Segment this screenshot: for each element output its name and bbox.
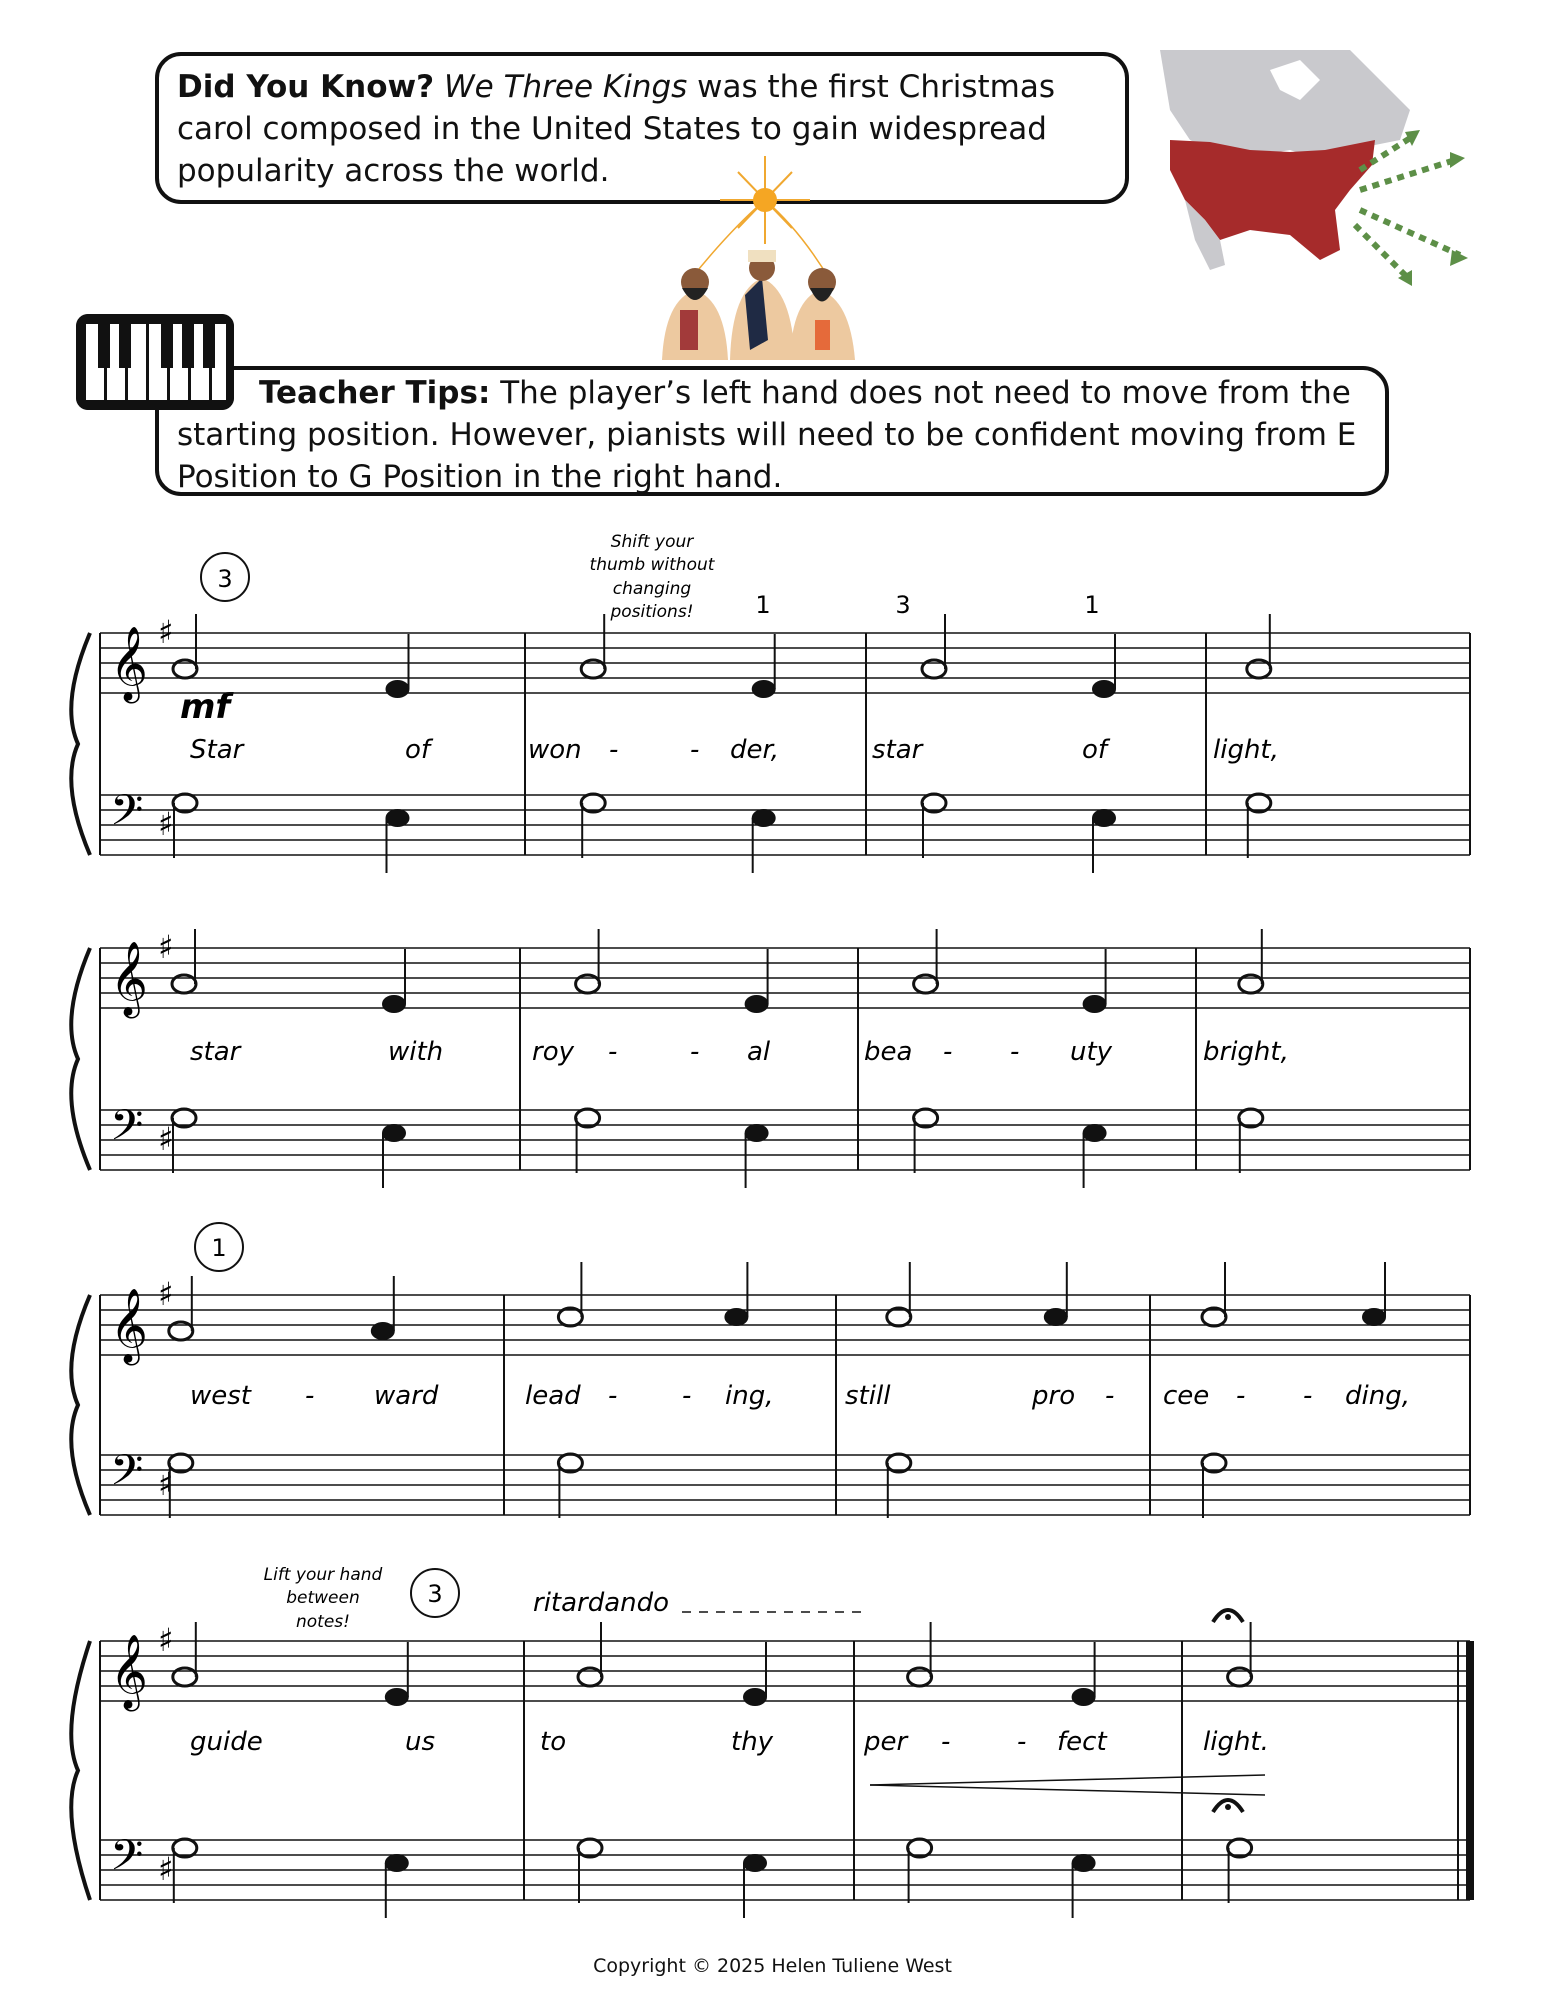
sharp-icon: ♯ xyxy=(158,928,174,966)
lyric-syllable: to xyxy=(540,1727,567,1757)
lyric-syllable: lead xyxy=(525,1381,581,1411)
lyric-syllable: bright, xyxy=(1203,1037,1289,1067)
sharp-icon: ♯ xyxy=(158,1850,174,1888)
lyric-syllable: of xyxy=(405,735,431,765)
lyric-syllable: light. xyxy=(1203,1727,1269,1757)
lyric-syllable: uty xyxy=(1070,1037,1113,1067)
lyric-syllable: - xyxy=(1010,1037,1020,1067)
dynamic-marking: mf xyxy=(180,687,231,727)
tempo-marking: ritardando xyxy=(533,1588,670,1618)
lyric-syllable: cee xyxy=(1163,1381,1210,1411)
lyric-syllable: - xyxy=(690,735,700,765)
lyric-syllable: ding, xyxy=(1345,1381,1410,1411)
lyric-syllable: us xyxy=(405,1727,436,1757)
lyric-syllable: - xyxy=(608,1381,618,1411)
lyric-syllable: ing, xyxy=(725,1381,774,1411)
did-you-know-label: Did You Know? xyxy=(177,69,435,105)
lyric-syllable: star xyxy=(872,735,923,765)
sharp-icon: ♯ xyxy=(158,1275,174,1313)
lyric-syllable: star xyxy=(190,1037,241,1067)
lyric-syllable: al xyxy=(747,1037,771,1067)
grand-staff xyxy=(71,1621,1470,1918)
teacher-tips-text: The player’s left hand does not need to move from the starting position. However, pianists will need to be confident moving from E Position to G Position in the right hand. xyxy=(177,375,1357,495)
annotation-line: notes! xyxy=(296,1612,350,1632)
treble-clef-icon: 𝄞 xyxy=(110,942,148,1016)
lyric-syllable: - xyxy=(1303,1381,1313,1411)
sharp-icon: ♯ xyxy=(158,1621,174,1659)
lyric-syllable: west xyxy=(190,1381,252,1411)
lyric-syllable: thy xyxy=(731,1727,774,1757)
lyric-syllable: bea xyxy=(864,1037,913,1067)
lyric-syllable: pro xyxy=(1032,1381,1076,1411)
bass-clef-icon: 𝄢 xyxy=(110,1831,144,1891)
sharp-icon: ♯ xyxy=(158,1120,174,1158)
position-marker: 3 xyxy=(427,1580,443,1608)
did-you-know-text: was the first Christmas carol composed in the United States to gain widespread popularity across the world. xyxy=(177,69,1055,189)
annotation-line: between xyxy=(286,1588,360,1608)
lyric-syllable: guide xyxy=(190,1727,263,1757)
copyright-text: Copyright © 2025 Helen Tuliene West xyxy=(593,1955,952,1977)
system-1 xyxy=(180,532,1100,727)
lyric-syllable: light, xyxy=(1213,735,1279,765)
system-3 xyxy=(195,1223,243,1271)
bass-clef-icon: 𝄢 xyxy=(110,1101,144,1161)
lyric-syllable: Star xyxy=(190,735,244,765)
bass-clef-icon: 𝄢 xyxy=(110,786,144,846)
treble-clef-icon: 𝄞 xyxy=(110,627,148,701)
lyric-syllable: - xyxy=(609,735,619,765)
carol-title: We Three Kings xyxy=(443,69,688,105)
lyric-syllable: of xyxy=(1082,735,1108,765)
lyric-syllable: per xyxy=(864,1727,908,1757)
treble-clef-icon: 𝄞 xyxy=(110,1289,148,1363)
treble-clef-icon: 𝄞 xyxy=(110,1635,148,1709)
annotation-line: thumb without xyxy=(589,555,715,575)
lyric-syllable: - xyxy=(943,1037,953,1067)
fingering: 3 xyxy=(895,591,911,619)
lyric-syllable: roy xyxy=(532,1037,574,1067)
sharp-icon: ♯ xyxy=(158,613,174,651)
lyric-syllable: - xyxy=(690,1037,700,1067)
lyric-syllable: - xyxy=(1105,1381,1115,1411)
lyric-syllable: fect xyxy=(1057,1727,1107,1757)
position-marker: 3 xyxy=(217,565,233,593)
lyric-syllable: - xyxy=(941,1727,951,1757)
annotation-line: Lift your hand xyxy=(263,1565,383,1585)
sharp-icon: ♯ xyxy=(158,805,174,843)
fingering: 1 xyxy=(1084,591,1100,619)
teacher-tips-label: Teacher Tips: xyxy=(259,375,491,411)
position-marker: 1 xyxy=(211,1234,227,1262)
sharp-icon: ♯ xyxy=(158,1465,174,1503)
bass-clef-icon: 𝄢 xyxy=(110,1446,144,1506)
annotation-line: positions! xyxy=(610,602,694,622)
lyric-syllable: ward xyxy=(374,1381,439,1411)
fingering: 1 xyxy=(755,591,771,619)
lyric-syllable: - xyxy=(682,1381,692,1411)
lyric-syllable: with xyxy=(388,1037,444,1067)
lyric-syllable: - xyxy=(1236,1381,1246,1411)
lyric-syllable: - xyxy=(305,1381,315,1411)
lyric-syllable: - xyxy=(1017,1727,1027,1757)
annotation-line: Shift your xyxy=(610,532,694,552)
lyric-syllable: der, xyxy=(730,735,780,765)
annotation-line: changing xyxy=(612,579,692,599)
lyric-syllable: - xyxy=(608,1037,618,1067)
lyric-syllable: still xyxy=(845,1381,891,1411)
lyric-syllable: won xyxy=(528,735,582,765)
system-4 xyxy=(264,1565,868,1632)
